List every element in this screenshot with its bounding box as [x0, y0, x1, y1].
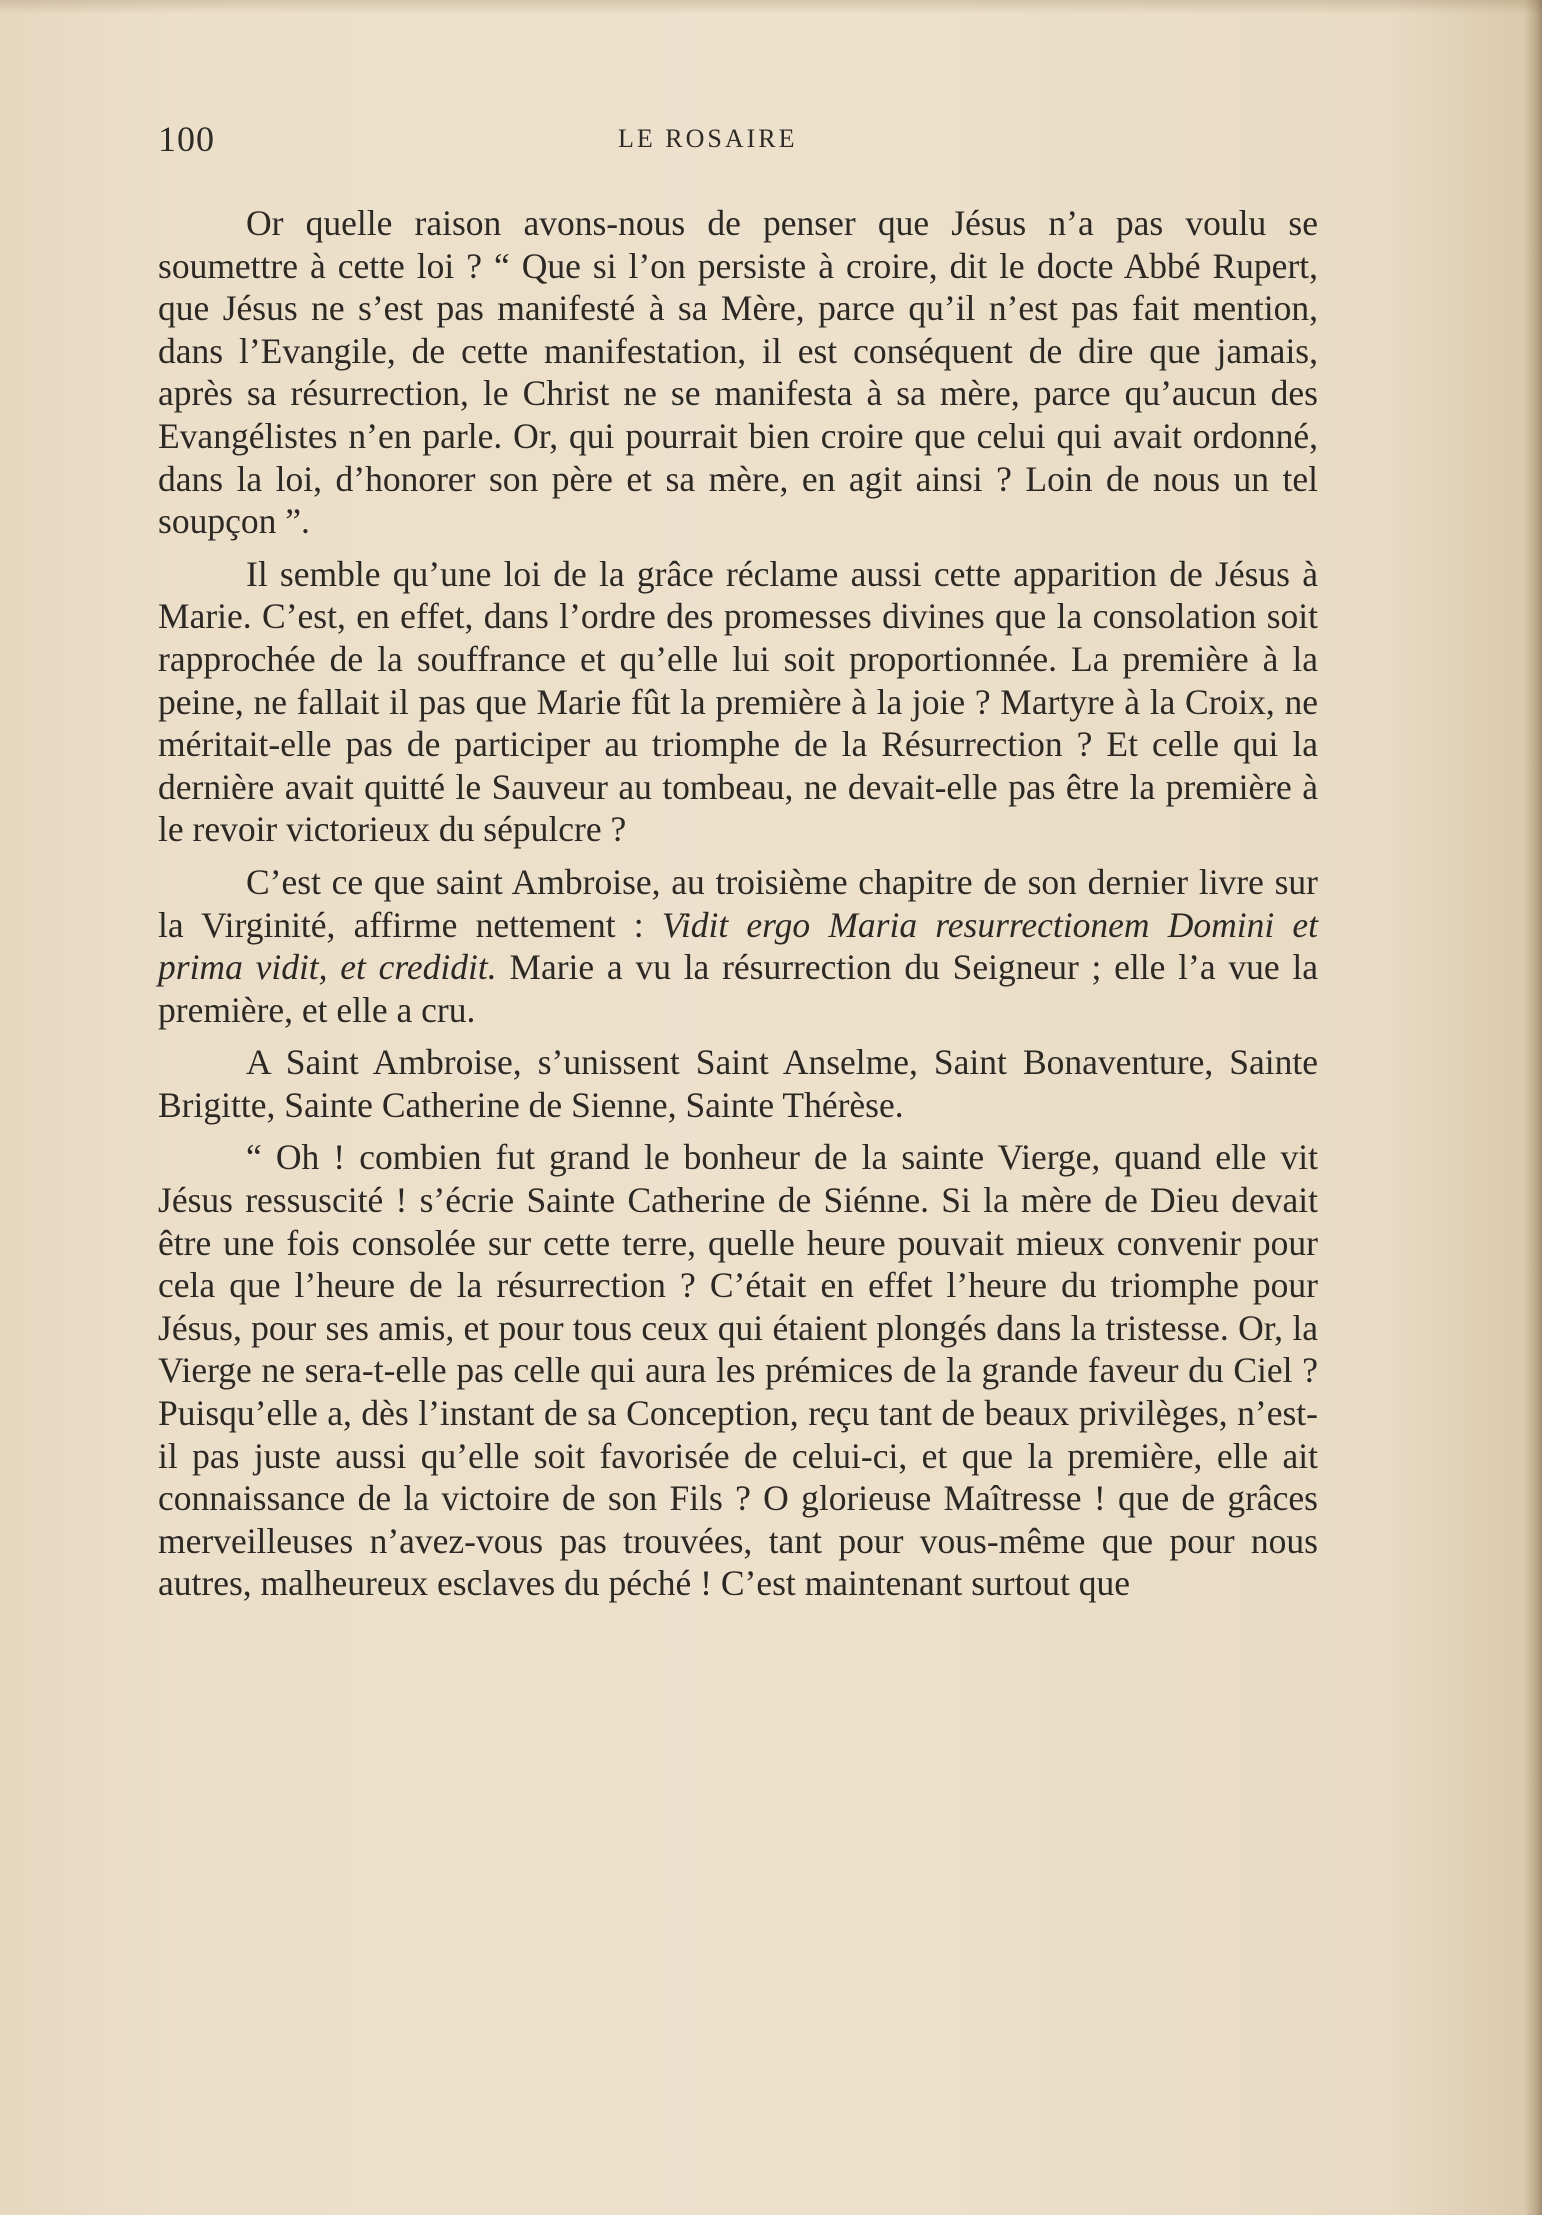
paragraph-2: Il semble qu’une loi de la grâce réclame aussi cette apparition de Jésus à Marie. C’est, en effet, dans l’ordre des promesses divines que la consolation soit rapprochée de la souffrance et qu’elle lui soit proportionnée. La première à la peine, ne fallait il pas que Marie fût la première à la joie ? Martyre à la Croix, ne méritait-elle pas de participer au triomphe de la Résurrection ? Et celle qui la dernière avait quitté le Sauveur au tombeau, ne devait-elle pas être la première à le revoir victorieux du sépulcre ?: [158, 553, 1318, 850]
body-text: [158, 202, 1318, 1615]
paragraph-3: [158, 861, 1318, 1031]
page-top-edge: [0, 0, 1542, 14]
paragraph-5: “ Oh ! combien fut grand le bonheur de la sainte Vierge, quand elle vit Jésus ressuscité ! s’écrie Sainte Catherine de Siénne. Si la mère de Dieu devait être une fois consolée sur cette terre, quelle heure pouvait mieux convenir pour cela que l’heure de la résurrection ? C’était en effet l’heure du triomphe pour Jésus, pour ses amis, et pour tous ceux qui étaient plongés dans la tristesse. Or, la Vierge ne sera-t-elle pas celle qui aura les prémices de la grande faveur du Ciel ? Puisqu’elle a, dès l’instant de sa Conception, reçu tant de beaux privilèges, n’est-il pas juste aussi qu’elle soit favorisée de celui-ci, et que la première, elle ait connaissance de la victoire de son Fils ? O glorieuse Maîtresse ! que de grâces merveilleuses n’avez-vous pas trouvées, tant pour vous-même que pour nous autres, malheureux esclaves du péché ! C’est maintenant surtout que: [158, 1137, 1318, 1604]
paragraph-4: A Saint Ambroise, s’unissent Saint Anselme, Saint Bonaventure, Sainte Brigitte, Sainte Catherine de Sienne, Sainte Thérèse.: [158, 1042, 1318, 1125]
paragraph-1: Or quelle raison avons-nous de penser que Jésus n’a pas voulu se soumettre à cette loi ? “ Que si l’on persiste à croire, dit le docte Abbé Rupert, que Jésus ne s’est pas manifesté à sa Mère, parce qu’il n’est pas fait mention, dans l’Evangile, de cette manifestation, il est conséquent de dire que jamais, après sa résurrection, le Christ ne se manifesta à sa mère, parce qu’aucun des Evangélistes n’en parle. Or, qui pourrait bien croire que celui qui avait ordonné, dans la loi, d’honorer son père et sa mère, en agit ainsi ? Loin de nous un tel soupçon ”.: [158, 203, 1318, 542]
latin-quotation: Vidit ergo Maria resurrectionem Domini et prima vidit, et credidit.: [158, 904, 1318, 988]
page-header: [158, 118, 1318, 168]
page-number: 100: [158, 119, 215, 159]
paragraph-3-text-before: C’est ce que saint Ambroise, au troisième chapitre de son dernier livre sur la Virginité, affirme nettement :: [158, 861, 1318, 945]
running-head: LE ROSAIRE: [618, 124, 798, 153]
page-right-edge: [1524, 0, 1542, 2215]
paragraph-3-text-after: Marie a vu la résurrection du Seigneur ; elle l’a vue la première, et elle a cru.: [158, 947, 1318, 1030]
